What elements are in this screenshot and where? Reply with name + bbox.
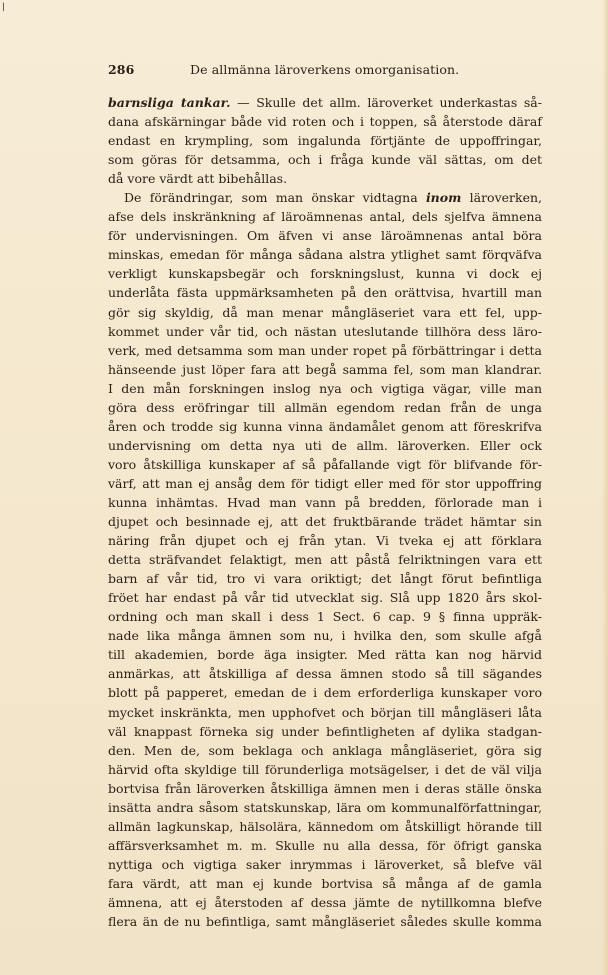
- text-line: fröet har endast på vår tid utvecklat sig. Slå upp 1820 års skol-: [108, 590, 542, 606]
- page-number: 286: [108, 62, 135, 77]
- text-line: underlåta fästa uppmärksamheten på den orättvisa, hvartill man: [108, 285, 542, 301]
- page-header: [108, 62, 548, 82]
- text-line: De förändringar, som man önskar vidtagna inom läroverken,: [124, 190, 542, 206]
- text-line: undervisning om detta nya uti de allm. läroverken. Eller ock: [108, 437, 542, 453]
- text-line: nyttiga och vigtiga saker inrymmas i läroverket, så blefve väl: [108, 856, 542, 872]
- text-line: endast en krympling, som ingalunda förtjänte de uppoffringar,: [108, 133, 542, 149]
- text-line: barn af vår tid, tro vi vara oriktigt; det långt förut befintliga: [108, 571, 542, 587]
- text-line: kunna inhämtas. Hvad man vann på bredden, förlorade man i: [108, 494, 542, 510]
- running-head: De allmänna läroverkens omorganisation.: [190, 62, 460, 77]
- text-line: allmän lagkunskap, hälsolära, kännedom om åtskilligt hörande till: [108, 818, 542, 834]
- text-line: härvid ofta skyldige till förunderliga motsägelser, i det de väl vilja: [108, 761, 542, 777]
- page-edge-shadow: [602, 0, 608, 975]
- text-line: anmärkas, att åtskilliga af dessa ämnen stodo så till sägandes: [108, 666, 542, 682]
- text-line: väl knappast förneka sig under befintligheten af dylika stadgan-: [108, 723, 542, 739]
- text-line: dana afskärningar både vid roten och i toppen, så återstode däraf: [108, 114, 542, 130]
- text-line: insätta andra såsom statskunskap, lära om kommunalförfattningar,: [108, 799, 542, 815]
- text-line: kommet under vår tid, och nästan uteslutande tillhöra dess läro-: [108, 323, 542, 339]
- text-line: djupet och besinnade ej, att det fruktbärande trädet hämtar sin: [108, 514, 542, 530]
- text-line: nade lika många ämnen som nu, i hvilka den, som skulle afgå: [108, 628, 542, 644]
- text-line: gör sig skyldig, då man menar mångläseriet vara ett fel, upp-: [108, 304, 542, 320]
- emphasized-text: barnsliga tankar.: [108, 95, 231, 110]
- text-line: fara värdt, att man ej kunde bortvisa så många af de gamla: [108, 875, 542, 891]
- text-line: ämnena, att ej återstoden af dessa jämte de nytillkomna blefve: [108, 894, 542, 910]
- text-line: som göras för detsamma, och i fråga kunde väl sättas, om det: [108, 152, 542, 168]
- text-line: barnsliga tankar. — Skulle det allm. läroverket underkastas så-: [108, 95, 542, 110]
- text-line: hänseende just löper fara att begå samma fel, som man klandrar.: [108, 361, 542, 377]
- text-line: åren och trodde sig kunna vinna ändamålet genom att föreskrifva: [108, 418, 542, 434]
- text-line: mycket inskränkta, men upphofvet och början till mångläseri låta: [108, 704, 542, 720]
- body-text: [108, 93, 542, 931]
- text-line: göra dess eröfringar till allmän egendom redan från de unga: [108, 399, 542, 415]
- text-line: näring från djupet och ej från ytan. Vi tveka ej att förklara: [108, 533, 542, 549]
- text-line: afse dels inskränkning af läroämnenas antal, dels sjelfva ämnena: [108, 209, 542, 225]
- text-line: verk, med detsamma som man under ropet på förbättringar i detta: [108, 342, 542, 358]
- text-line: flera än de nu befintliga, samt mångläseriet således skulle komma: [108, 914, 542, 930]
- text-line: affärsverksamhet m. m. Skulle nu alla dessa, för öfrigt ganska: [108, 837, 542, 853]
- emphasized-text: inom: [425, 190, 462, 206]
- text-line: för undervisningen. Om äfven vi anse läroämnenas antal böra: [108, 228, 542, 244]
- text-line: blott på papperet, emedan de i dem erforderliga kunskaper voro: [108, 685, 542, 701]
- text-line: den. Men de, som beklaga och anklaga mångläseriet, göra sig: [108, 742, 542, 758]
- text-line: voro åtskilliga kunskaper af så påfallande vigt för blifvande för-: [108, 456, 542, 472]
- text-line: verkligt kunskapsbegär och forskningslust, kunna vi dock ej: [108, 266, 542, 282]
- text-line: bortvisa från läroverken åtskilliga ämnen men i deras ställe önska: [108, 780, 542, 796]
- text-line: I den mån forskningen inslog nya och vigtiga vägar, ville man: [108, 380, 542, 396]
- text-line: ordning och man skall i dess 1 Sect. 6 cap. 9 § finna uppräk-: [108, 609, 542, 625]
- text-line: detta sträfvandet felaktigt, men att påstå felriktningen vara ett: [108, 552, 542, 568]
- text-line: till akademien, borde äga insigter. Med rätta kan nog härvid: [108, 647, 542, 663]
- text-line: minskas, emedan för många sådana alstra ytlighet samt förqväfva: [108, 247, 542, 263]
- text-line: då vore värdt att bibehållas.: [108, 171, 288, 187]
- corner-pencil-mark: /: [0, 1, 8, 14]
- text-line: värf, att man ej ansåg dem för tidigt eller med för stor uppoffring: [108, 475, 542, 491]
